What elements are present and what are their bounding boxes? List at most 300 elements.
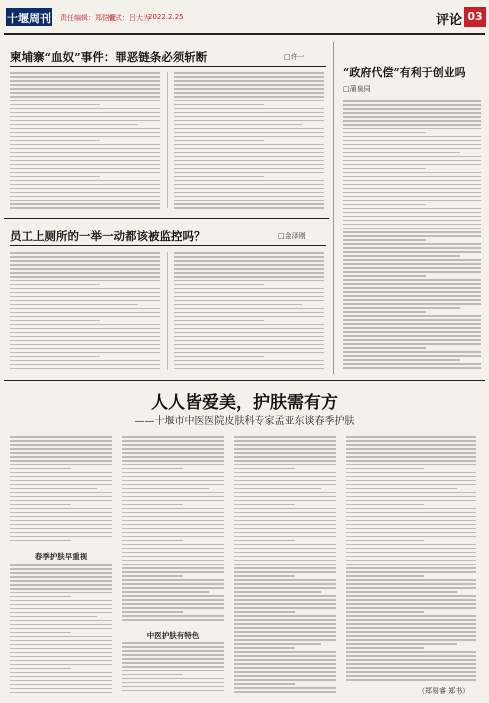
body-text-line bbox=[10, 272, 160, 274]
body-text-line bbox=[174, 152, 324, 154]
body-text-line bbox=[234, 456, 336, 458]
body-text-line bbox=[234, 631, 336, 633]
feature-credit: （郑易睿 郑书） bbox=[418, 687, 470, 695]
body-text-line bbox=[10, 640, 112, 642]
body-text-line bbox=[10, 156, 160, 158]
feature-headline: 人人皆爱美，护肤需有方 bbox=[151, 393, 338, 413]
body-text-line bbox=[10, 588, 112, 590]
body-text-line bbox=[122, 456, 224, 458]
body-text-line bbox=[234, 556, 336, 558]
body-text-line bbox=[10, 188, 160, 190]
body-text-line bbox=[234, 683, 295, 685]
body-text-line bbox=[343, 339, 481, 341]
body-text-line bbox=[346, 659, 476, 661]
monitoring-headline: 员工上厕所的一举一动都该被监控吗？ bbox=[10, 229, 206, 243]
body-text-line bbox=[343, 224, 481, 226]
government-body bbox=[343, 100, 481, 374]
body-text-line bbox=[122, 560, 224, 562]
body-text-line bbox=[174, 336, 324, 338]
body-text-line bbox=[10, 624, 112, 626]
body-text-line bbox=[346, 480, 476, 482]
body-text-line bbox=[346, 671, 476, 673]
body-text-line bbox=[10, 356, 100, 358]
body-text-line bbox=[122, 615, 224, 617]
body-text-line bbox=[10, 596, 71, 598]
body-text-line bbox=[10, 180, 160, 182]
body-text-line bbox=[10, 688, 112, 690]
blood-money-body-col2 bbox=[174, 72, 324, 212]
body-text-line bbox=[234, 524, 336, 526]
body-text-line bbox=[10, 608, 112, 610]
body-text-line bbox=[10, 348, 160, 350]
body-text-line bbox=[10, 104, 100, 106]
blood-money-headline: 柬埔寨“血奴”事件：罪恶链条必须斩断 bbox=[10, 50, 208, 64]
body-text-line bbox=[346, 472, 476, 474]
body-text-line bbox=[10, 524, 112, 526]
body-text-line bbox=[234, 659, 336, 661]
body-text-line bbox=[234, 691, 336, 693]
body-text-line bbox=[122, 528, 224, 530]
body-text-line bbox=[10, 164, 160, 166]
body-text-line bbox=[10, 88, 160, 90]
body-text-line bbox=[10, 328, 160, 330]
body-text-line bbox=[174, 108, 324, 110]
body-text-line bbox=[346, 520, 476, 522]
body-text-line bbox=[10, 532, 112, 534]
body-text-line bbox=[234, 611, 295, 613]
body-text-line bbox=[10, 580, 112, 582]
body-text-line bbox=[343, 243, 481, 245]
body-text-line bbox=[234, 436, 336, 438]
body-text-line bbox=[234, 492, 336, 494]
body-text-line bbox=[174, 172, 324, 174]
body-text-line bbox=[10, 116, 160, 118]
body-text-line bbox=[174, 364, 324, 366]
body-text-line bbox=[10, 268, 160, 270]
body-text-line bbox=[174, 300, 324, 302]
body-text-line bbox=[343, 263, 481, 265]
body-text-line bbox=[174, 188, 324, 190]
body-text-line bbox=[346, 599, 476, 601]
body-text-line bbox=[346, 484, 476, 486]
body-text-line bbox=[10, 540, 71, 542]
body-text-line bbox=[346, 679, 476, 681]
body-text-line bbox=[174, 76, 324, 78]
body-text-line bbox=[10, 344, 160, 346]
body-text-line bbox=[122, 591, 209, 593]
body-text-line bbox=[174, 144, 324, 146]
body-text-line bbox=[10, 676, 112, 678]
body-text-line bbox=[10, 616, 97, 618]
body-text-line bbox=[10, 436, 112, 438]
body-text-line bbox=[122, 654, 224, 656]
body-text-line bbox=[343, 124, 481, 126]
body-text-line bbox=[346, 552, 476, 554]
body-text-line bbox=[10, 648, 112, 650]
body-text-line bbox=[122, 587, 224, 589]
body-text-line bbox=[174, 104, 264, 106]
body-text-line bbox=[346, 460, 476, 462]
body-text-line bbox=[10, 172, 160, 174]
body-text-line bbox=[346, 623, 476, 625]
body-text-line bbox=[346, 440, 476, 442]
body-text-line bbox=[122, 472, 224, 474]
editor-credit: 责任编辑：郑恺萱 bbox=[60, 14, 116, 22]
body-text-line bbox=[346, 639, 476, 641]
body-text-line bbox=[122, 603, 224, 605]
body-text-line bbox=[122, 556, 224, 558]
body-text-line bbox=[346, 436, 476, 438]
body-text-line bbox=[122, 575, 183, 577]
body-text-line bbox=[122, 492, 224, 494]
body-text-line bbox=[343, 367, 481, 369]
body-text-line bbox=[343, 259, 481, 261]
blood-money-body-col1 bbox=[10, 72, 160, 212]
body-text-line bbox=[343, 112, 481, 114]
blood-money-byline: □许一 bbox=[284, 53, 305, 61]
body-text-line bbox=[122, 436, 224, 438]
body-text-line bbox=[122, 520, 224, 522]
body-text-line bbox=[10, 136, 160, 138]
body-text-line bbox=[343, 295, 481, 297]
body-text-line bbox=[174, 148, 324, 150]
body-text-line bbox=[234, 595, 336, 597]
body-text-line bbox=[343, 192, 481, 194]
body-text-line bbox=[343, 228, 481, 230]
body-text-line bbox=[174, 340, 324, 342]
body-text-line bbox=[346, 496, 476, 498]
body-text-line bbox=[346, 611, 424, 613]
body-text-line bbox=[346, 635, 476, 637]
body-text-line bbox=[174, 92, 324, 94]
body-text-line bbox=[234, 639, 336, 641]
body-text-line bbox=[343, 152, 460, 154]
body-text-line bbox=[10, 680, 112, 682]
body-text-line bbox=[343, 307, 460, 309]
body-text-line bbox=[10, 84, 160, 86]
body-text-line bbox=[346, 548, 476, 550]
body-text-line bbox=[122, 448, 224, 450]
body-text-line bbox=[234, 627, 336, 629]
feature-body-col3 bbox=[234, 436, 336, 696]
body-text-line bbox=[343, 104, 481, 106]
body-text-line bbox=[174, 140, 264, 142]
body-text-line bbox=[174, 348, 324, 350]
body-text-line bbox=[174, 160, 324, 162]
body-text-line bbox=[122, 666, 224, 668]
monitoring-column-divider bbox=[167, 252, 168, 370]
body-text-line bbox=[10, 96, 160, 98]
issue-date: 2022.2.25 bbox=[148, 13, 184, 21]
body-text-line bbox=[174, 356, 264, 358]
body-text-line bbox=[234, 687, 336, 689]
body-text-line bbox=[346, 476, 476, 478]
body-text-line bbox=[10, 360, 160, 362]
body-text-line bbox=[122, 476, 224, 478]
body-text-line bbox=[122, 650, 224, 652]
body-text-line bbox=[10, 148, 160, 150]
body-text-line bbox=[174, 184, 324, 186]
body-text-line bbox=[343, 172, 481, 174]
body-text-line bbox=[234, 552, 336, 554]
blood-money-title-rule bbox=[10, 66, 326, 67]
body-text-line bbox=[234, 667, 336, 669]
body-text-line bbox=[343, 188, 481, 190]
body-text-line bbox=[234, 603, 336, 605]
body-text-line bbox=[234, 488, 321, 490]
body-text-line bbox=[10, 468, 71, 470]
body-text-line bbox=[343, 100, 481, 102]
body-text-line bbox=[10, 340, 160, 342]
body-text-line bbox=[346, 464, 476, 466]
body-text-line bbox=[343, 359, 460, 361]
body-text-line bbox=[10, 316, 160, 318]
body-text-line bbox=[122, 658, 224, 660]
page-number-badge bbox=[464, 7, 486, 27]
body-text-line bbox=[10, 256, 160, 258]
body-text-line bbox=[346, 468, 424, 470]
body-text-line bbox=[174, 120, 324, 122]
body-text-line bbox=[174, 324, 324, 326]
body-text-line bbox=[122, 662, 224, 664]
body-text-line bbox=[10, 260, 160, 262]
designer-credit: 版式：吕大为 bbox=[108, 14, 150, 22]
body-text-line bbox=[346, 655, 476, 657]
body-text-line bbox=[343, 271, 481, 273]
body-text-line bbox=[10, 488, 97, 490]
body-text-line bbox=[10, 72, 160, 74]
body-text-line bbox=[346, 544, 476, 546]
body-text-line bbox=[10, 508, 112, 510]
paper-name-badge bbox=[6, 8, 52, 26]
body-text-line bbox=[234, 615, 336, 617]
body-text-line bbox=[174, 360, 324, 362]
body-text-line bbox=[174, 316, 324, 318]
body-text-line bbox=[234, 567, 336, 569]
body-text-line bbox=[10, 76, 160, 78]
body-text-line bbox=[174, 332, 324, 334]
body-text-line bbox=[122, 440, 224, 442]
body-text-line bbox=[174, 200, 324, 202]
body-text-line bbox=[346, 452, 476, 454]
feature-body-col1-a bbox=[10, 436, 112, 546]
body-text-line bbox=[343, 220, 481, 222]
body-text-line bbox=[343, 299, 481, 301]
body-text-line bbox=[10, 456, 112, 458]
body-text-line bbox=[346, 567, 476, 569]
body-text-line bbox=[10, 664, 112, 666]
body-text-line bbox=[343, 235, 481, 237]
body-text-line bbox=[174, 344, 324, 346]
body-text-line bbox=[174, 296, 324, 298]
body-text-line bbox=[174, 168, 324, 170]
monitoring-title-rule bbox=[10, 245, 326, 246]
body-text-line bbox=[234, 544, 336, 546]
body-text-line bbox=[343, 160, 481, 162]
feature-body-col2-b bbox=[122, 642, 224, 696]
body-text-line bbox=[174, 264, 324, 266]
body-text-line bbox=[10, 628, 112, 630]
body-text-line bbox=[174, 88, 324, 90]
body-text-line bbox=[343, 351, 481, 353]
body-text-line bbox=[174, 320, 264, 322]
body-text-line bbox=[122, 607, 224, 609]
body-text-line bbox=[343, 108, 481, 110]
body-text-line bbox=[174, 288, 324, 290]
body-text-line bbox=[346, 504, 424, 506]
body-text-line bbox=[122, 548, 224, 550]
body-text-line bbox=[10, 632, 71, 634]
body-text-line bbox=[10, 444, 112, 446]
body-text-line bbox=[234, 520, 336, 522]
masthead-rule bbox=[4, 33, 485, 35]
body-text-line bbox=[343, 184, 481, 186]
body-text-line bbox=[234, 528, 336, 530]
body-text-line bbox=[122, 532, 224, 534]
body-text-line bbox=[10, 112, 160, 114]
body-text-line bbox=[122, 686, 224, 688]
body-text-line bbox=[346, 615, 476, 617]
body-text-line bbox=[343, 331, 481, 333]
body-text-line bbox=[10, 132, 160, 134]
body-text-line bbox=[122, 642, 224, 644]
body-text-line bbox=[343, 355, 481, 357]
body-text-line bbox=[10, 464, 112, 466]
body-text-line bbox=[122, 599, 224, 601]
body-text-line bbox=[10, 336, 160, 338]
body-text-line bbox=[10, 492, 112, 494]
body-text-line bbox=[10, 576, 112, 578]
body-text-line bbox=[343, 311, 426, 313]
body-text-line bbox=[122, 646, 224, 648]
body-text-line bbox=[10, 296, 160, 298]
body-text-line bbox=[343, 363, 481, 365]
body-text-line bbox=[234, 484, 336, 486]
body-text-line bbox=[234, 587, 336, 589]
body-text-line bbox=[234, 548, 336, 550]
body-text-line bbox=[122, 508, 224, 510]
feature-section-head-2: 中医护肤有特色 bbox=[146, 631, 200, 640]
body-text-line bbox=[10, 203, 160, 205]
body-text-line bbox=[10, 660, 112, 662]
body-text-line bbox=[174, 328, 324, 330]
body-text-line bbox=[10, 140, 100, 142]
body-text-line bbox=[234, 663, 336, 665]
body-text-line bbox=[234, 540, 295, 542]
body-text-line bbox=[122, 567, 224, 569]
body-text-line bbox=[234, 504, 295, 506]
body-text-line bbox=[174, 80, 324, 82]
body-text-line bbox=[234, 571, 336, 573]
feature-section-head-1: 春季护肤早重视 bbox=[34, 552, 88, 561]
body-text-line bbox=[346, 448, 476, 450]
body-text-line bbox=[343, 156, 481, 158]
body-text-line bbox=[174, 192, 324, 194]
body-text-line bbox=[174, 180, 324, 182]
body-text-line bbox=[346, 627, 476, 629]
body-text-line bbox=[234, 591, 321, 593]
body-text-line bbox=[346, 631, 476, 633]
body-text-line bbox=[346, 607, 476, 609]
body-text-line bbox=[10, 448, 112, 450]
monitoring-byline: □金泽刚 bbox=[278, 232, 306, 240]
body-text-line bbox=[346, 508, 476, 510]
body-text-line bbox=[10, 368, 160, 370]
body-text-line bbox=[10, 152, 160, 154]
body-text-line bbox=[122, 496, 224, 498]
body-text-line bbox=[234, 675, 336, 677]
body-text-line bbox=[10, 612, 112, 614]
body-text-line bbox=[343, 148, 481, 150]
government-column-divider bbox=[333, 42, 334, 374]
body-text-line bbox=[10, 276, 160, 278]
body-text-line bbox=[122, 488, 209, 490]
body-text-line bbox=[122, 690, 224, 692]
body-text-line bbox=[122, 611, 183, 613]
body-text-line bbox=[122, 552, 224, 554]
body-text-line bbox=[10, 512, 112, 514]
body-text-line bbox=[10, 668, 71, 670]
body-text-line bbox=[174, 268, 324, 270]
body-text-line bbox=[10, 460, 112, 462]
body-text-line bbox=[174, 164, 324, 166]
paper-name: 十堰周刊 bbox=[7, 12, 51, 25]
body-text-line bbox=[10, 284, 100, 286]
body-text-line bbox=[346, 564, 476, 566]
body-text-line bbox=[174, 256, 324, 258]
page-number: 03 bbox=[467, 10, 483, 23]
body-text-line bbox=[346, 532, 476, 534]
body-text-line bbox=[174, 132, 324, 134]
body-text-line bbox=[10, 496, 112, 498]
body-text-line bbox=[343, 239, 426, 241]
body-text-line bbox=[10, 684, 112, 686]
body-text-line bbox=[122, 444, 224, 446]
body-text-line bbox=[234, 607, 336, 609]
body-text-line bbox=[174, 124, 302, 126]
body-text-line bbox=[122, 670, 224, 672]
body-text-line bbox=[174, 112, 324, 114]
body-text-line bbox=[343, 335, 481, 337]
body-text-line bbox=[10, 160, 160, 162]
body-text-line bbox=[343, 291, 481, 293]
body-text-line bbox=[174, 260, 324, 262]
body-text-line bbox=[343, 343, 481, 345]
body-text-line bbox=[10, 264, 160, 266]
body-text-line bbox=[346, 512, 476, 514]
body-text-line bbox=[234, 532, 336, 534]
body-text-line bbox=[10, 528, 112, 530]
body-text-line bbox=[346, 488, 457, 490]
body-text-line bbox=[174, 272, 324, 274]
body-text-line bbox=[122, 544, 224, 546]
body-text-line bbox=[234, 536, 336, 538]
body-text-line bbox=[174, 312, 324, 314]
body-text-line bbox=[343, 116, 481, 118]
body-text-line bbox=[10, 564, 112, 566]
body-text-line bbox=[174, 304, 302, 306]
body-text-line bbox=[122, 464, 224, 466]
body-text-line bbox=[343, 176, 481, 178]
body-text-line bbox=[234, 512, 336, 514]
body-text-line bbox=[343, 275, 426, 277]
body-text-line bbox=[10, 124, 138, 126]
body-text-line bbox=[343, 283, 481, 285]
body-text-line bbox=[10, 92, 160, 94]
body-text-line bbox=[234, 655, 336, 657]
body-text-line bbox=[234, 671, 336, 673]
body-text-line bbox=[122, 516, 224, 518]
